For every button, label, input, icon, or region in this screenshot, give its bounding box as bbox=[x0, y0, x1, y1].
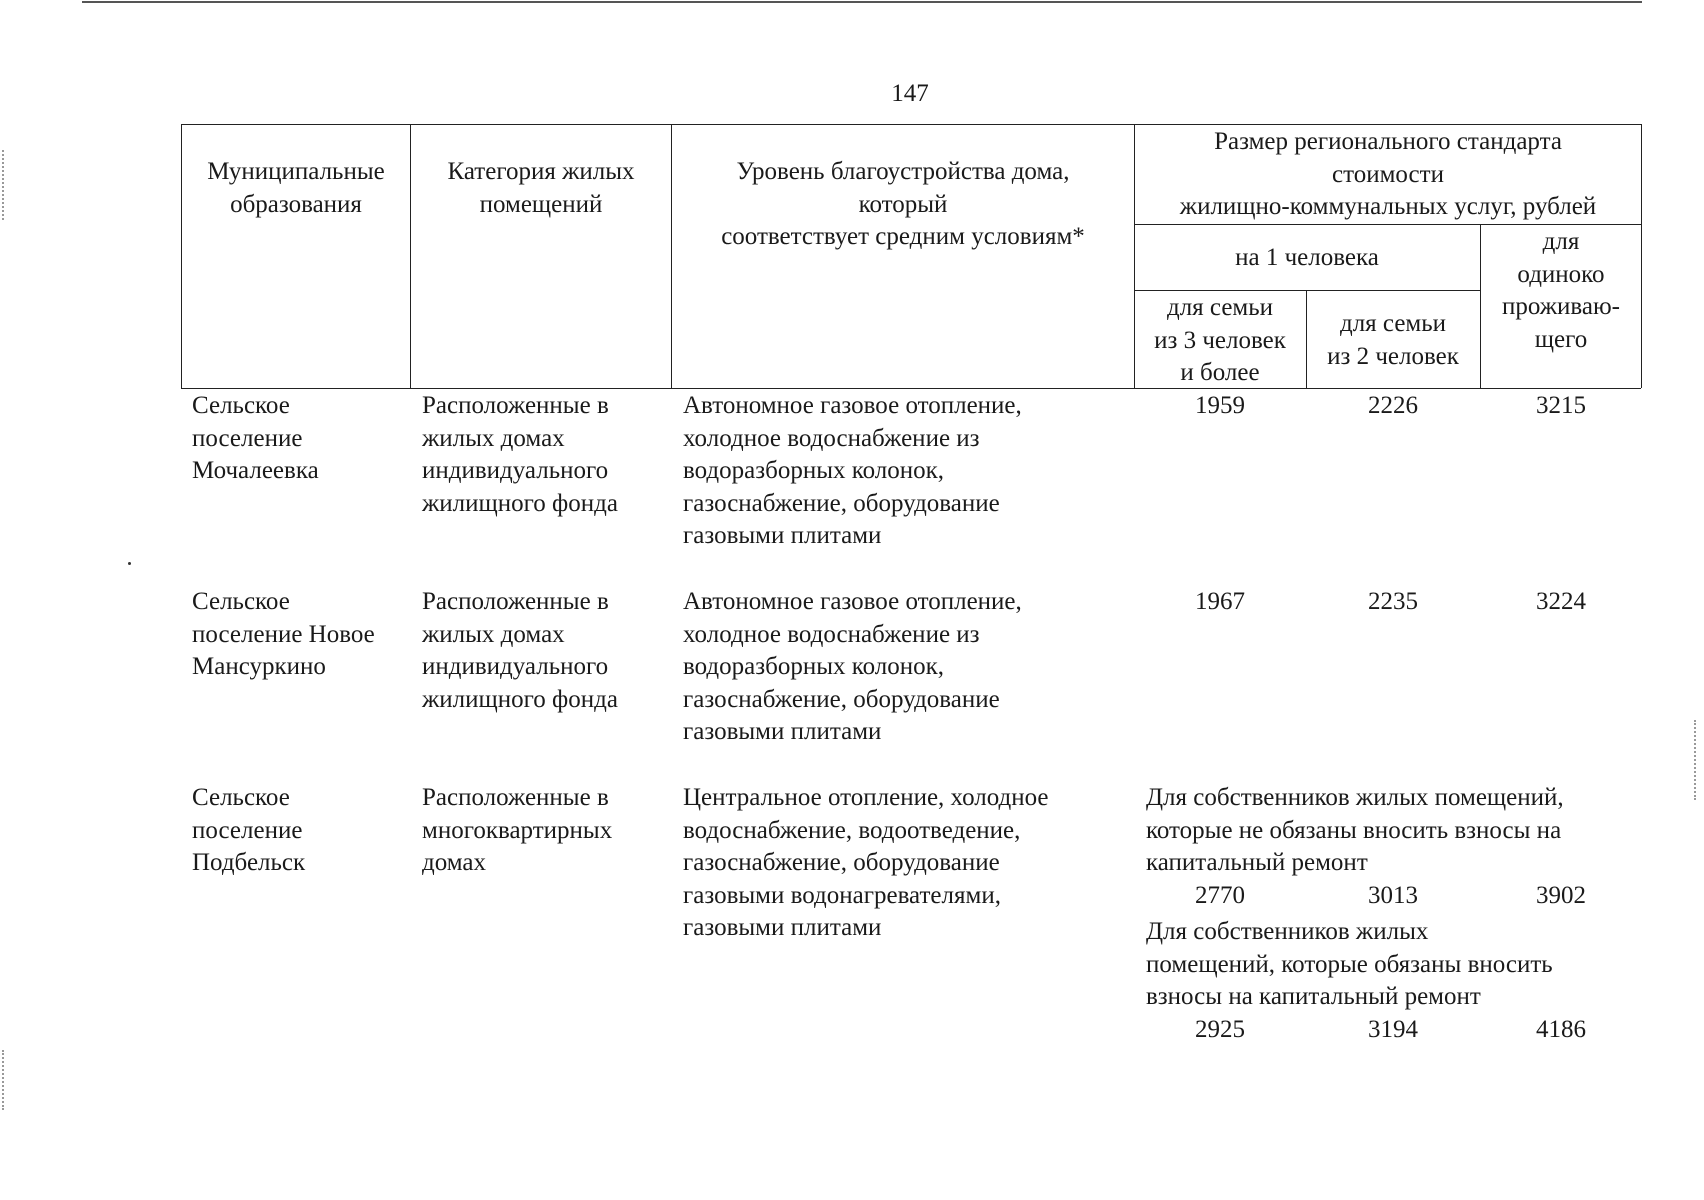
level-cell: Автономное газовое отопление, холодное водоснабжение из водоразборных колонок, газоснабжение, оборудование газовыми плитами bbox=[683, 588, 1022, 745]
scan-speck bbox=[128, 562, 131, 565]
category-cell: Расположенные в жилых домах индивидуального жилищного фонда bbox=[422, 392, 618, 517]
header-col-divider-2 bbox=[671, 124, 672, 388]
value-family-2: 2226 bbox=[1368, 392, 1418, 419]
header-col-divider-5 bbox=[1480, 224, 1481, 388]
header-right-border bbox=[1641, 124, 1642, 388]
municipality-cell: Сельское поселение Подбельск bbox=[192, 784, 306, 876]
header-col-divider-4 bbox=[1306, 290, 1307, 388]
header-level: Уровень благоустройства дома, который соответствует средним условиям* bbox=[721, 158, 1085, 250]
scan-edge-noise bbox=[2, 1050, 14, 1110]
scan-edge-noise bbox=[1694, 720, 1704, 800]
category-cell: Расположенные в жилых домах индивидуального жилищного фонда bbox=[422, 588, 618, 713]
note-with-capital-repair: Для собственников жилых помещений, которые обязаны вносить взносы на капитальный ремонт bbox=[1146, 918, 1553, 1010]
value-family-2: 3013 bbox=[1368, 882, 1418, 909]
municipality-cell: Сельское поселение Новое Мансуркино bbox=[192, 588, 375, 680]
header-family-3: для семьи из 3 человек и более bbox=[1154, 294, 1286, 386]
header-single: для одиноко проживаю- щего bbox=[1502, 228, 1620, 353]
value-single: 3215 bbox=[1536, 392, 1586, 419]
value-single: 3902 bbox=[1536, 882, 1586, 909]
header-left-border bbox=[181, 124, 182, 388]
value-family-3: 2770 bbox=[1195, 882, 1245, 909]
value-family-2: 2235 bbox=[1368, 588, 1418, 615]
municipality-cell: Сельское поселение Мочалеевка bbox=[192, 392, 319, 484]
header-family-2: для семьи из 2 человек bbox=[1327, 310, 1459, 370]
table-top-border bbox=[181, 124, 1641, 125]
page-number: 147 bbox=[891, 80, 929, 107]
note-no-capital-repair: Для собственников жилых помещений, которые не обязаны вносить взносы на капитальный ремонт bbox=[1146, 784, 1564, 876]
header-col-divider-3 bbox=[1134, 124, 1135, 388]
group-header-divider bbox=[1134, 224, 1641, 225]
header-col-divider-1 bbox=[410, 124, 411, 388]
value-family-3: 1967 bbox=[1195, 588, 1245, 615]
value-family-2: 3194 bbox=[1368, 1016, 1418, 1043]
value-single: 4186 bbox=[1536, 1016, 1586, 1043]
header-bottom-border bbox=[181, 388, 1641, 389]
value-family-3: 2925 bbox=[1195, 1016, 1245, 1043]
header-municipalities: Муниципальные образования bbox=[207, 158, 385, 218]
value-single: 3224 bbox=[1536, 588, 1586, 615]
header-per-person: на 1 человека bbox=[1235, 244, 1379, 271]
level-cell: Центральное отопление, холодное водоснабжение, водоотведение, газоснабжение, оборудование газовыми водонагревателями, газовыми плитами bbox=[683, 784, 1049, 941]
header-standard-size: Размер регионального стандарта стоимости жилищно-коммунальных услуг, рублей bbox=[1179, 128, 1597, 220]
per-person-divider bbox=[1134, 290, 1480, 291]
scan-edge-noise bbox=[2, 150, 14, 220]
category-cell: Расположенные в многоквартирных домах bbox=[422, 784, 613, 876]
level-cell: Автономное газовое отопление, холодное водоснабжение из водоразборных колонок, газоснабжение, оборудование газовыми плитами bbox=[683, 392, 1022, 549]
top-page-rule bbox=[82, 1, 1642, 3]
value-family-3: 1959 bbox=[1195, 392, 1245, 419]
header-category: Категория жилых помещений bbox=[447, 158, 635, 218]
